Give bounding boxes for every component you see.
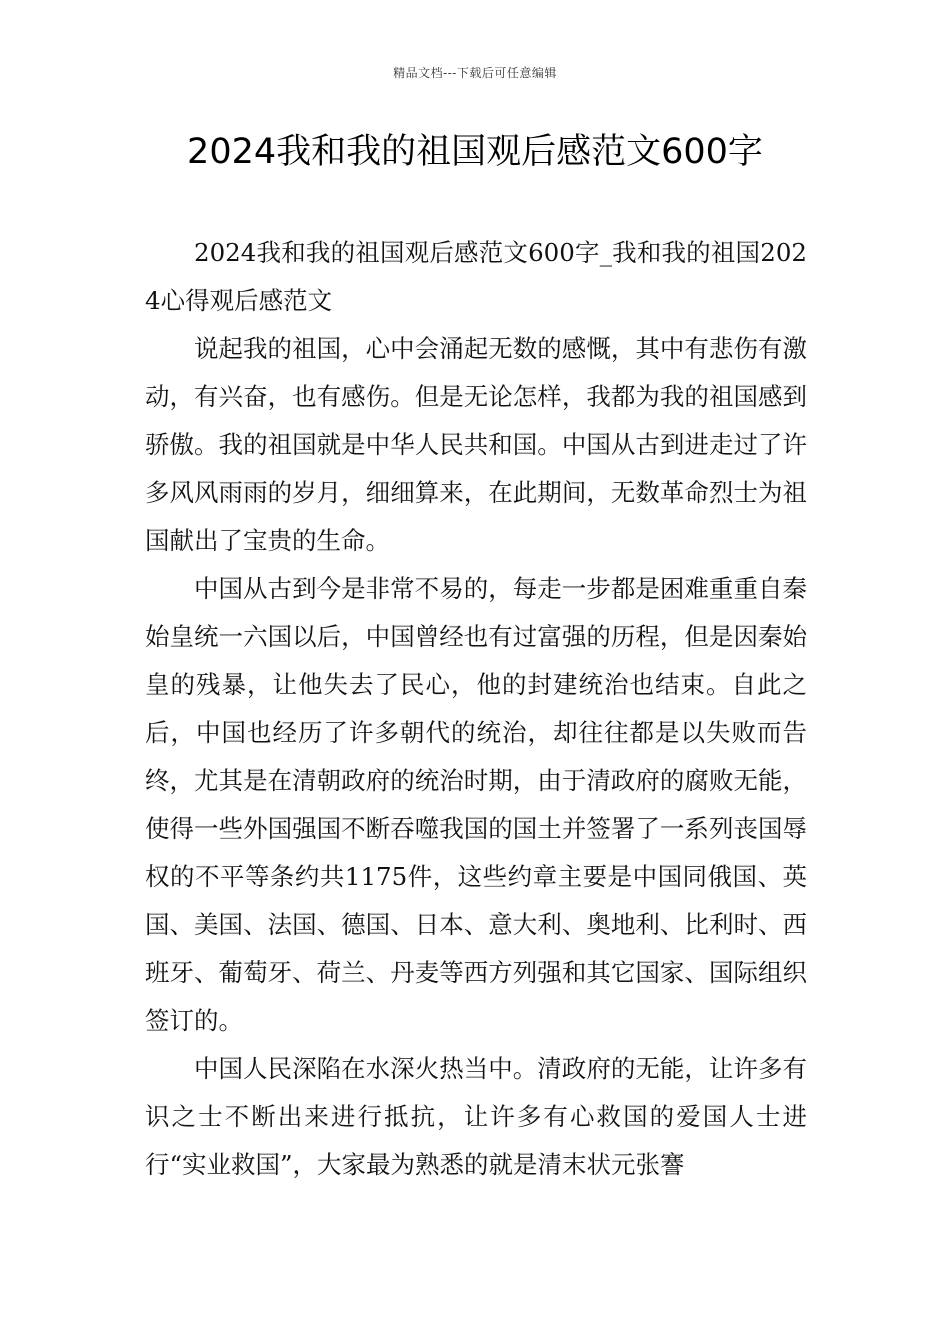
paragraph-subtitle: 2024我和我的祖国观后感范文600字_我和我的祖国2024心得观后感范文 (145, 238, 807, 315)
document-body (145, 229, 807, 1189)
paragraph: 中国人民深陷在水深火热当中。清政府的无能，让许多有识之士不断出来进行抵抗，让许多有心救国的爱国人士进行“实业救国”，大家最为熟悉的就是清末状元张謇 (145, 1054, 807, 1179)
paragraph: 说起我的祖国，心中会涌起无数的感慨，其中有悲伤有激动，有兴奋，也有感伤。但是无论怎样，我都为我的祖国感到骄傲。我的祖国就是中华人民共和国。中国从古到进走过了许多风风雨雨的岁月，细细算来，在此期间，无数革命烈士为祖国献出了宝贵的生命。 (145, 334, 807, 555)
header-note: 精品文档---下载后可任意编辑 (393, 66, 557, 80)
paragraph: 中国从古到今是非常不易的，每走一步都是困难重重自秦始皇统一六国以后，中国曾经也有过富强的历程，但是因秦始皇的残暴，让他失去了民心，他的封建统治也结束。自此之后，中国也经历了许多朝代的统治，却往往都是以失败而告终，尤其是在清朝政府的统治时期，由于清政府的腐败无能，使得一些外国强国不断吞噬我国的国土并签署了一系列丧国辱权的不平等条约共1175件，这些约章主要是中国同俄国、英国、美国、法国、德国、日本、意大利、奥地利、比利时、西班牙、葡萄牙、荷兰、丹麦等西方列强和其它国家、国际组织签订的。 (145, 574, 807, 1035)
document-title: 2024我和我的祖国观后感范文600字 (187, 132, 763, 172)
